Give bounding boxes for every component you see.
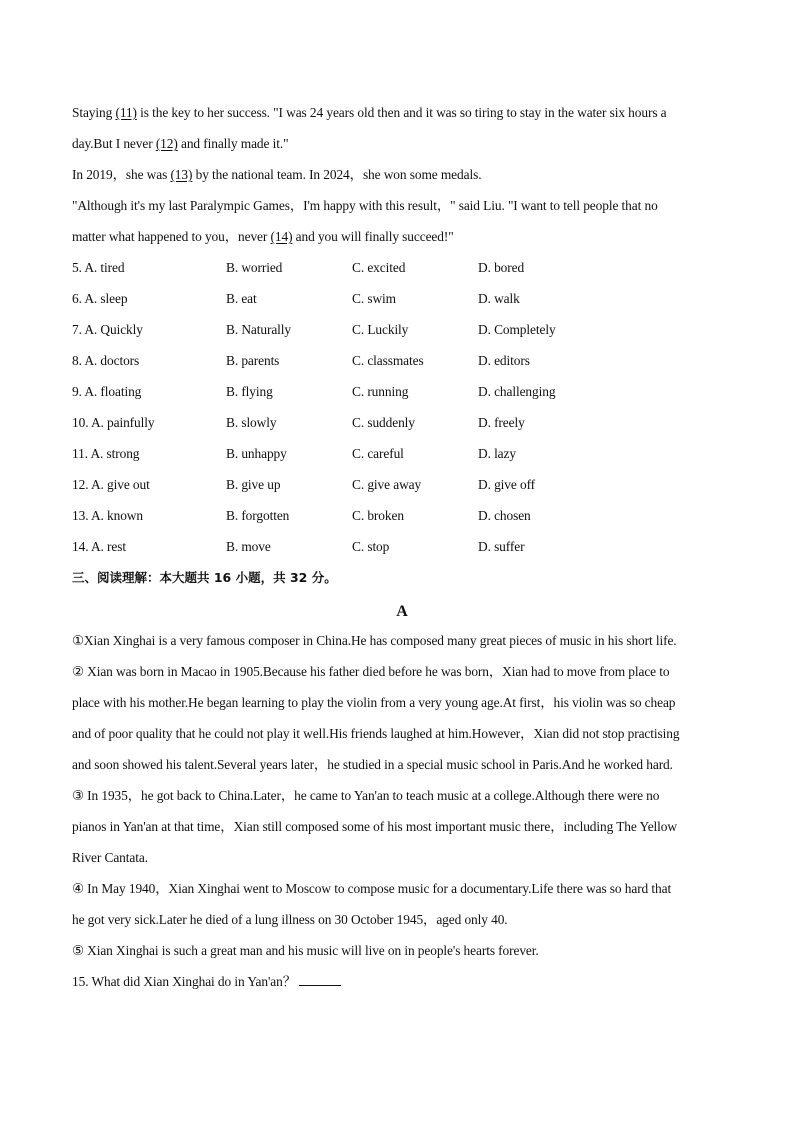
- text: by the national team. In 2024，she won some medals.: [192, 167, 482, 182]
- passage-line: [72, 223, 732, 254]
- option-b: B. eat: [226, 291, 257, 306]
- option-a: 8. A. doctors: [72, 353, 140, 368]
- question-row: [72, 254, 732, 285]
- option-b: B. slowly: [226, 415, 277, 430]
- passage-line: [72, 130, 732, 161]
- option-c: C. suddenly: [352, 415, 415, 430]
- passage-line: "Although it's my last Paralympic Games，I'm happy with this result，" said Liu. "I want to tell people that no: [72, 198, 658, 213]
- text: and finally made it.": [177, 136, 289, 151]
- blank-number: (11): [115, 105, 137, 120]
- question-row: [72, 285, 732, 316]
- option-c: C. Luckily: [352, 322, 409, 337]
- option-a: 6. A. sleep: [72, 291, 128, 306]
- question-row: [72, 440, 732, 471]
- option-d: D. walk: [478, 291, 520, 306]
- passage-a-line: and of poor quality that he could not play it well.His friends laughed at him.However，Xian did not stop practising: [72, 726, 680, 741]
- passage-a-line: ⑤ Xian Xinghai is such a great man and his music will live on in people's hearts forever.: [72, 943, 539, 958]
- question-row: [72, 409, 732, 440]
- option-d: D. chosen: [478, 508, 531, 523]
- passage-a-line: place with his mother.He began learning to play the violin from a very young age.At first，his violin was so cheap: [72, 695, 676, 710]
- option-c: C. broken: [352, 508, 404, 523]
- option-b: B. parents: [226, 353, 280, 368]
- passage-a-line: ④ In May 1940，Xian Xinghai went to Moscow to compose music for a documentary.Life there was so hard that: [72, 881, 672, 896]
- option-c: C. stop: [352, 539, 390, 554]
- option-c: C. excited: [352, 260, 406, 275]
- option-b: B. Naturally: [226, 322, 291, 337]
- option-c: C. classmates: [352, 353, 424, 368]
- option-a: 13. A. known: [72, 508, 143, 523]
- blank-number: (13): [170, 167, 193, 182]
- option-c: C. give away: [352, 477, 422, 492]
- option-d: D. challenging: [478, 384, 556, 399]
- question-row: [72, 502, 732, 533]
- text: matter what happened to you，never: [72, 229, 271, 244]
- passage-line: [72, 99, 732, 130]
- blank-number: (14): [270, 229, 293, 244]
- passage-a-line: and soon showed his talent.Several years later，he studied in a special music school in Paris.And he worked hard.: [72, 757, 673, 772]
- answer-blank[interactable]: [299, 971, 341, 986]
- option-b: B. give up: [226, 477, 281, 492]
- passage-a-line: ③ In 1935，he got back to China.Later，he came to Yan'an to teach music at a college.Although there were no: [72, 788, 660, 803]
- option-a: 10. A. painfully: [72, 415, 155, 430]
- question-row: [72, 471, 732, 502]
- option-a: 9. A. floating: [72, 384, 142, 399]
- question-row: [72, 533, 732, 564]
- option-c: C. careful: [352, 446, 404, 461]
- option-d: D. give off: [478, 477, 536, 492]
- exam-page: [72, 99, 732, 999]
- question-row: [72, 316, 732, 347]
- option-a: 11. A. strong: [72, 446, 140, 461]
- option-a: 7. A. Quickly: [72, 322, 143, 337]
- passage-a-line: ①Xian Xinghai is a very famous composer in China.He has composed many great pieces of music in his short life.: [72, 633, 677, 648]
- passage-a-line: he got very sick.Later he died of a lung illness on 30 October 1945，aged only 40.: [72, 912, 508, 927]
- option-b: B. forgotten: [226, 508, 290, 523]
- question-row: [72, 378, 732, 409]
- text: In 2019，she was: [72, 167, 171, 182]
- text: is the key to her success. "I was 24 years old then and it was so tiring to stay in the water six hours a: [136, 105, 667, 120]
- option-b: B. flying: [226, 384, 273, 399]
- option-b: B. unhappy: [226, 446, 287, 461]
- option-a: 12. A. give out: [72, 477, 150, 492]
- question-15: [72, 968, 732, 999]
- text: day.But I never: [72, 136, 156, 151]
- passage-line: [72, 161, 732, 192]
- option-c: C. running: [352, 384, 409, 399]
- question-15-text: 15. What did Xian Xinghai do in Yan'an？: [72, 974, 297, 989]
- option-d: D. editors: [478, 353, 530, 368]
- passage-a-line: River Cantata.: [72, 850, 148, 865]
- option-d: D. freely: [478, 415, 525, 430]
- option-d: D. suffer: [478, 539, 525, 554]
- option-b: B. move: [226, 539, 271, 554]
- passage-a-line: ② Xian was born in Macao in 1905.Because his father died before he was born，Xian had to move from place to: [72, 664, 670, 679]
- passage-title: A: [396, 603, 408, 620]
- option-d: D. bored: [478, 260, 525, 275]
- text: Staying: [72, 105, 116, 120]
- section-heading: 三、阅读理解：本大题共 16 小题，共 32 分。: [72, 570, 337, 585]
- question-row: [72, 347, 732, 378]
- blank-number: (12): [155, 136, 178, 151]
- option-d: D. Completely: [478, 322, 556, 337]
- option-a: 5. A. tired: [72, 260, 125, 275]
- passage-a-line: pianos in Yan'an at that time，Xian still composed some of his most important music there，including The Yellow: [72, 819, 677, 834]
- option-a: 14. A. rest: [72, 539, 126, 554]
- option-c: C. swim: [352, 291, 396, 306]
- text: and you will finally succeed!": [292, 229, 454, 244]
- option-b: B. worried: [226, 260, 283, 275]
- option-d: D. lazy: [478, 446, 516, 461]
